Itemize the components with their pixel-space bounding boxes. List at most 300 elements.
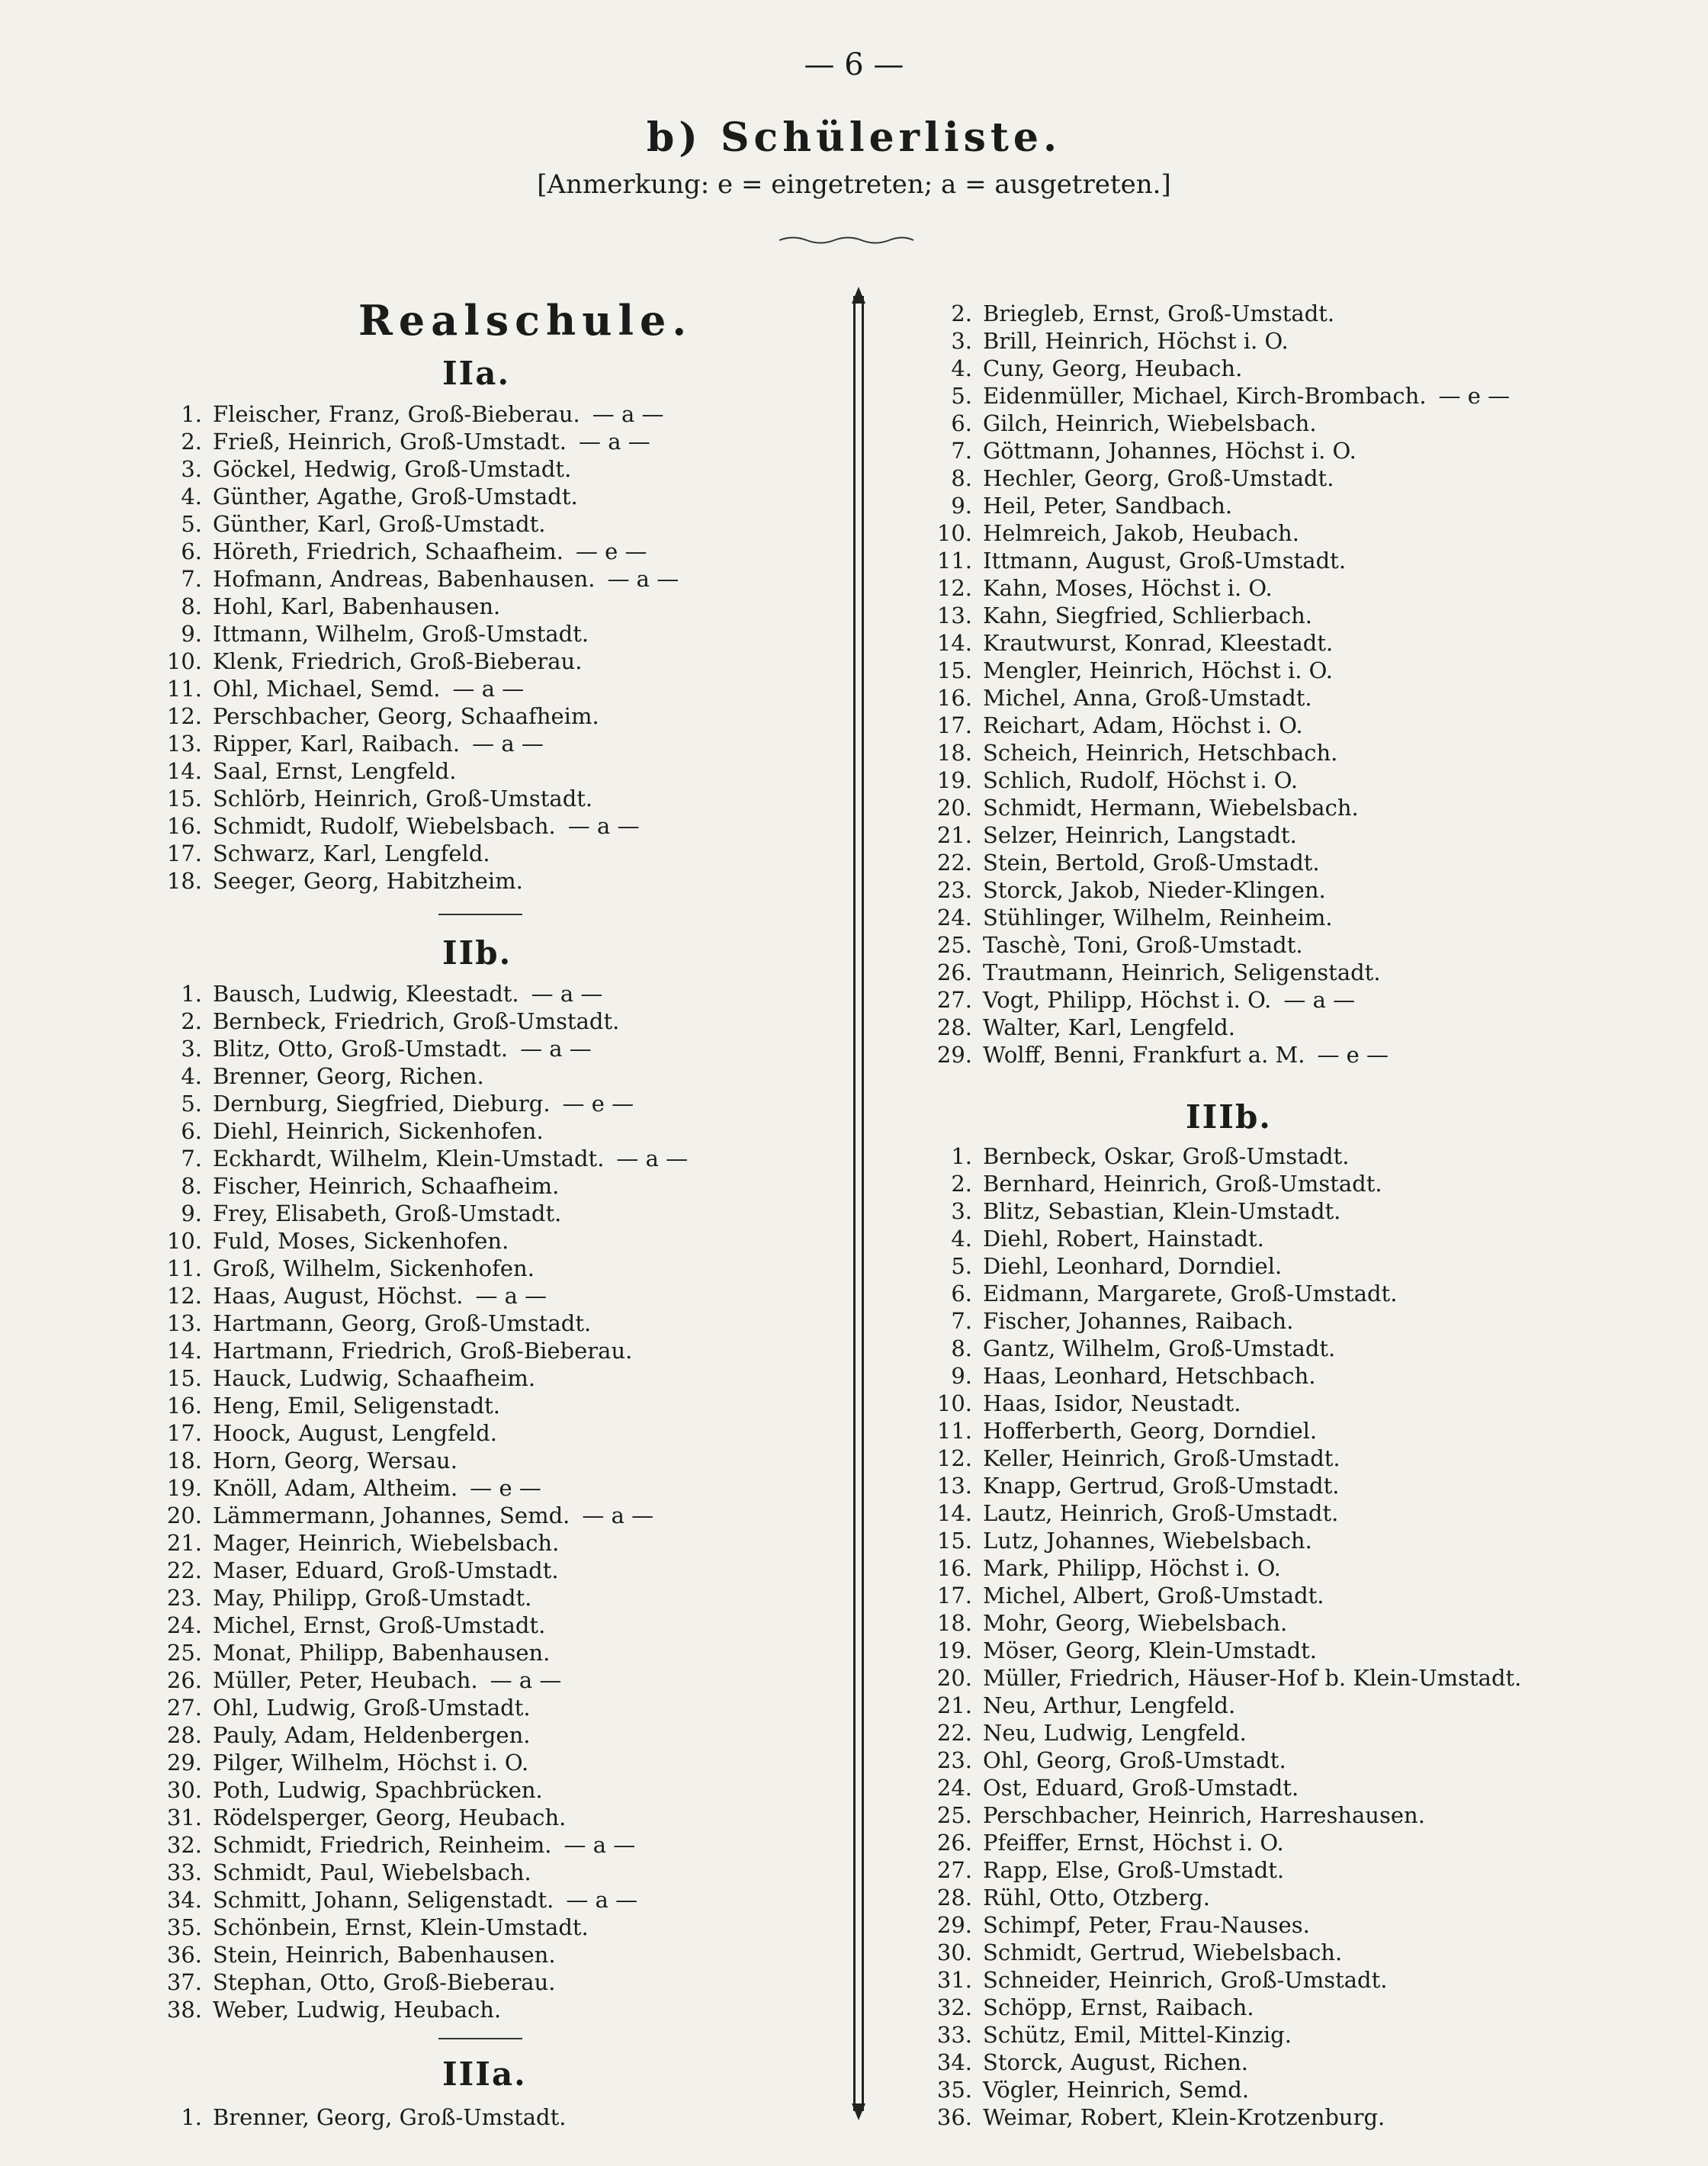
student-name: Wolff, Benni, Frankfurt a. M. — [983, 1042, 1305, 1068]
student-name: Stein, Bertold, Groß-Umstadt. — [983, 850, 1320, 876]
student-name: Hohl, Karl, Babenhausen. — [213, 593, 501, 619]
student-entry — [156, 455, 679, 483]
student-name: Hartmann, Georg, Groß-Umstadt. — [213, 1310, 592, 1336]
student-name: Schmidt, Rudolf, Wiebelsbach. — [213, 813, 556, 839]
student-name: Ripper, Karl, Raibach. — [213, 731, 461, 757]
student-name: Seeger, Georg, Habitzheim. — [213, 868, 523, 894]
student-name: Bernhard, Heinrich, Groß-Umstadt. — [983, 1171, 1382, 1197]
entry-number: 12. — [166, 703, 202, 729]
student-entry — [156, 1172, 688, 1200]
class-list-iiia — [156, 2103, 566, 2131]
status-mark: — e — — [470, 1475, 541, 1501]
entry-number: 16. — [166, 813, 202, 839]
student-name: Diehl, Leonhard, Dorndiel. — [983, 1253, 1283, 1279]
student-name: Brenner, Georg, Groß-Umstadt. — [213, 2104, 567, 2130]
student-entry — [156, 840, 679, 867]
student-entry — [156, 1804, 688, 1831]
student-entry — [156, 483, 679, 510]
student-entry — [156, 1090, 688, 1117]
student-entry — [156, 702, 679, 730]
student-entry — [156, 1776, 688, 1804]
student-name: Schmidt, Friedrich, Reinheim. — [213, 1832, 552, 1858]
student-entry — [926, 1829, 1521, 1856]
student-name: Lämmermann, Johannes, Semd. — [213, 1502, 570, 1528]
student-name: Schütz, Emil, Mittel-Kinzig. — [983, 2022, 1292, 2048]
student-name: Müller, Friedrich, Häuser-Hof b. Klein-Umstadt. — [983, 1665, 1522, 1691]
student-name: Storck, Jakob, Nieder-Klingen. — [983, 877, 1326, 903]
student-entry — [926, 1417, 1521, 1445]
entry-number: 18. — [936, 1610, 972, 1636]
entry-number: 2. — [181, 1008, 202, 1034]
student-entry — [926, 1637, 1521, 1664]
status-mark: — a — — [472, 731, 544, 757]
student-name: Ohl, Georg, Groß-Umstadt. — [983, 1747, 1286, 1773]
entry-number: 20. — [166, 1502, 202, 1528]
student-entry — [926, 931, 1510, 959]
entry-number: 23. — [166, 1585, 202, 1611]
student-entry — [156, 1694, 688, 1721]
entry-number: 25. — [936, 932, 972, 958]
student-name: Höreth, Friedrich, Schaafheim. — [213, 538, 563, 564]
entry-number: 31. — [936, 1967, 972, 1993]
entry-number: 1. — [951, 1143, 972, 1169]
student-entry — [156, 757, 679, 785]
entry-number: 17. — [166, 1420, 202, 1446]
list-title: b) Schülerliste. — [646, 114, 1062, 161]
student-entry — [156, 1557, 688, 1584]
student-name: Göckel, Hedwig, Groß-Umstadt. — [213, 456, 572, 482]
entry-number: 30. — [936, 1939, 972, 1965]
entry-number: 29. — [936, 1042, 972, 1068]
student-entry — [156, 1337, 688, 1364]
student-entry — [156, 1310, 688, 1337]
status-mark: — a — — [531, 981, 603, 1007]
student-name: Selzer, Heinrich, Langstadt. — [983, 822, 1297, 848]
student-name: Hofmann, Andreas, Babenhausen. — [213, 566, 596, 592]
page-number: — 6 — — [804, 47, 904, 82]
student-entry — [156, 1914, 688, 1941]
entry-number: 24. — [936, 905, 972, 930]
student-name: Schmidt, Hermann, Wiebelsbach. — [983, 795, 1359, 821]
student-entry — [156, 1392, 688, 1419]
entry-number: 4. — [951, 1226, 972, 1252]
entry-number: 4. — [951, 355, 972, 381]
class-list-iiib — [926, 1142, 1521, 2131]
student-name: Dernburg, Siegfried, Dieburg. — [213, 1091, 551, 1117]
student-entry — [926, 1856, 1521, 1884]
student-entry — [926, 1362, 1521, 1390]
entry-number: 8. — [951, 1335, 972, 1361]
student-name: Ohl, Ludwig, Groß-Umstadt. — [213, 1695, 531, 1721]
entry-number: 21. — [936, 822, 972, 848]
student-name: Keller, Heinrich, Groß-Umstadt. — [983, 1445, 1340, 1471]
section-rule — [438, 2038, 522, 2039]
student-name: Monat, Philipp, Babenhausen. — [213, 1640, 551, 1666]
student-entry — [926, 1966, 1521, 1994]
entry-number: 2. — [951, 1171, 972, 1197]
entry-number: 26. — [936, 959, 972, 985]
status-mark: — a — — [579, 429, 650, 455]
entry-number: 27. — [166, 1695, 202, 1721]
student-entry — [156, 812, 679, 840]
entry-number: 21. — [936, 1692, 972, 1718]
entry-number: 18. — [166, 868, 202, 894]
student-name: Ittmann, August, Groß-Umstadt. — [983, 548, 1347, 574]
entry-number: 6. — [181, 1118, 202, 1144]
student-name: Schlich, Rudolf, Höchst i. O. — [983, 767, 1299, 793]
student-entry — [926, 1041, 1510, 1069]
student-name: Weimar, Robert, Klein-Krotzenburg. — [983, 2104, 1385, 2130]
ornament-divider — [778, 235, 915, 246]
entry-number: 23. — [936, 877, 972, 903]
status-mark: — a — — [592, 401, 664, 427]
student-entry — [926, 2021, 1521, 2049]
status-mark: — a — — [582, 1502, 654, 1528]
student-name: Klenk, Friedrich, Groß-Bieberau. — [213, 648, 583, 674]
status-mark: — e — — [575, 538, 647, 564]
student-entry — [926, 1911, 1521, 1939]
entry-number: 7. — [951, 1308, 972, 1334]
entry-number: 28. — [166, 1722, 202, 1748]
entry-number: 34. — [166, 1887, 202, 1913]
student-name: Neu, Arthur, Lengfeld. — [983, 1692, 1236, 1718]
student-name: Storck, August, Richen. — [983, 2049, 1249, 2075]
entry-number: 1. — [181, 2104, 202, 2130]
student-entry — [926, 1609, 1521, 1637]
student-name: Blitz, Otto, Groß-Umstadt. — [213, 1036, 509, 1062]
student-entry — [156, 1831, 688, 1859]
student-entry — [926, 766, 1510, 794]
student-name: Fischer, Heinrich, Schaafheim. — [213, 1173, 560, 1199]
entry-number: 38. — [166, 1997, 202, 2023]
student-name: Knapp, Gertrud, Groß-Umstadt. — [983, 1473, 1340, 1499]
entry-number: 13. — [166, 1310, 202, 1336]
student-entry — [156, 1255, 688, 1282]
student-entry — [156, 1364, 688, 1392]
student-name: Scheich, Heinrich, Hetschbach. — [983, 740, 1338, 766]
student-name: Diehl, Heinrich, Sickenhofen. — [213, 1118, 544, 1144]
entry-number: 20. — [936, 1665, 972, 1691]
student-entry — [926, 712, 1510, 739]
student-name: Fleischer, Franz, Groß-Bieberau. — [213, 401, 580, 427]
student-name: Bernbeck, Oskar, Groß-Umstadt. — [983, 1143, 1350, 1169]
entry-number: 11. — [936, 1418, 972, 1444]
student-entry — [156, 1200, 688, 1227]
student-name: Hechler, Georg, Groß-Umstadt. — [983, 465, 1334, 491]
student-entry — [926, 986, 1510, 1014]
student-name: Ittmann, Wilhelm, Groß-Umstadt. — [213, 621, 589, 647]
student-entry — [156, 1227, 688, 1255]
entry-number: 36. — [936, 2104, 972, 2130]
student-name: Schmidt, Paul, Wiebelsbach. — [213, 1859, 531, 1885]
student-name: Horn, Georg, Wersau. — [213, 1448, 458, 1473]
entry-number: 10. — [936, 1390, 972, 1416]
entry-number: 2. — [951, 300, 972, 326]
entry-number: 9. — [181, 621, 202, 647]
student-entry — [156, 510, 679, 538]
student-entry — [156, 400, 679, 428]
student-entry — [926, 1307, 1521, 1335]
entry-number: 29. — [166, 1750, 202, 1776]
student-name: Lautz, Heinrich, Groß-Umstadt. — [983, 1500, 1339, 1526]
entry-number: 22. — [936, 850, 972, 876]
student-entry — [156, 1474, 688, 1502]
entry-number: 4. — [181, 1063, 202, 1089]
student-name: Bausch, Ludwig, Kleestadt. — [213, 981, 519, 1007]
entry-number: 29. — [936, 1912, 972, 1938]
student-name: Lutz, Johannes, Wiebelsbach. — [983, 1528, 1312, 1554]
student-name: Cuny, Georg, Heubach. — [983, 355, 1243, 381]
student-name: Brill, Heinrich, Höchst i. O. — [983, 328, 1289, 354]
student-entry — [156, 980, 688, 1007]
student-name: Hofferberth, Georg, Dorndiel. — [983, 1418, 1318, 1444]
student-entry — [156, 730, 679, 757]
class-list-iib — [156, 980, 688, 2023]
entry-number: 31. — [166, 1804, 202, 1830]
entry-number: 22. — [936, 1720, 972, 1746]
student-entry — [926, 602, 1510, 629]
entry-number: 6. — [951, 410, 972, 436]
status-mark: — a — — [567, 813, 640, 839]
student-entry — [926, 1664, 1521, 1692]
student-entry — [926, 2049, 1521, 2076]
student-entry — [156, 1721, 688, 1749]
student-entry — [156, 1007, 688, 1035]
entry-number: 5. — [181, 1091, 202, 1117]
student-name: Stühlinger, Wilhelm, Reinheim. — [983, 905, 1333, 930]
student-entry — [926, 657, 1510, 684]
student-entry — [926, 1719, 1521, 1747]
entry-number: 10. — [166, 1228, 202, 1254]
student-name: Perschbacher, Georg, Schaafheim. — [213, 703, 599, 729]
school-title: Realschule. — [358, 296, 693, 345]
student-name: Vogt, Philipp, Höchst i. O. — [983, 987, 1272, 1013]
student-entry — [926, 849, 1510, 876]
student-name: Brenner, Georg, Richen. — [213, 1063, 484, 1089]
student-entry — [156, 593, 679, 620]
class-heading-iiia: IIIa. — [442, 2055, 527, 2093]
entry-number: 13. — [936, 603, 972, 628]
student-name: Ost, Eduard, Groß-Umstadt. — [983, 1775, 1299, 1801]
student-name: Ohl, Michael, Semd. — [213, 676, 441, 702]
student-name: Kahn, Siegfried, Schlierbach. — [983, 603, 1312, 628]
student-entry — [156, 1996, 688, 2023]
student-entry — [156, 1062, 688, 1090]
student-name: Fuld, Moses, Sickenhofen. — [213, 1228, 509, 1254]
entry-number: 8. — [951, 465, 972, 491]
entry-number: 6. — [951, 1281, 972, 1306]
entry-number: 28. — [936, 1014, 972, 1040]
student-name: Pfeiffer, Ernst, Höchst i. O. — [983, 1830, 1284, 1856]
entry-number: 35. — [936, 2077, 972, 2103]
entry-number: 2. — [181, 429, 202, 455]
student-name: Stein, Heinrich, Babenhausen. — [213, 1942, 556, 1968]
entry-number: 15. — [166, 786, 202, 811]
class-heading-iiib: IIIb. — [1186, 1098, 1272, 1136]
student-name: Helmreich, Jakob, Heubach. — [983, 520, 1299, 546]
student-name: Weber, Ludwig, Heubach. — [213, 1997, 502, 2023]
student-name: Hauck, Ludwig, Schaafheim. — [213, 1365, 536, 1391]
student-name: Gilch, Heinrich, Wiebelsbach. — [983, 410, 1317, 436]
entry-number: 25. — [936, 1802, 972, 1828]
student-entry — [926, 492, 1510, 519]
entry-number: 37. — [166, 1969, 202, 1995]
entry-number: 17. — [166, 840, 202, 866]
student-name: Michel, Ernst, Groß-Umstadt. — [213, 1612, 546, 1638]
entry-number: 3. — [951, 328, 972, 354]
status-mark: — a — — [520, 1036, 592, 1062]
student-entry — [156, 1145, 688, 1172]
entry-number: 33. — [936, 2022, 972, 2048]
student-entry — [926, 1527, 1521, 1554]
entry-number: 27. — [936, 987, 972, 1013]
student-name: Müller, Peter, Heubach. — [213, 1667, 478, 1693]
class-list-iia — [156, 400, 679, 895]
student-entry — [156, 1749, 688, 1776]
student-name: Mark, Philipp, Höchst i. O. — [983, 1555, 1281, 1581]
student-name: Möser, Georg, Klein-Umstadt. — [983, 1637, 1318, 1663]
student-name: Rapp, Else, Groß-Umstadt. — [983, 1857, 1285, 1883]
student-name: Trautmann, Heinrich, Seligenstadt. — [983, 959, 1381, 985]
student-entry — [156, 1447, 688, 1474]
student-name: Rödelsperger, Georg, Heubach. — [213, 1804, 567, 1830]
student-name: Frey, Elisabeth, Groß-Umstadt. — [213, 1200, 562, 1226]
entry-number: 14. — [166, 1338, 202, 1364]
student-entry — [926, 1582, 1521, 1609]
student-name: Poth, Ludwig, Spachbrücken. — [213, 1777, 543, 1803]
entry-number: 5. — [181, 511, 202, 537]
status-mark: — a — — [475, 1283, 547, 1309]
student-name: Frieß, Heinrich, Groß-Umstadt. — [213, 429, 567, 455]
student-name: Schwarz, Karl, Lengfeld. — [213, 840, 490, 866]
entry-number: 27. — [936, 1857, 972, 1883]
student-entry — [926, 904, 1510, 931]
entry-number: 12. — [166, 1283, 202, 1309]
student-entry — [926, 547, 1510, 574]
entry-number: 17. — [936, 712, 972, 738]
entry-number: 7. — [181, 1146, 202, 1171]
student-entry — [926, 300, 1510, 327]
entry-number: 24. — [166, 1612, 202, 1638]
status-mark: — a — — [1283, 987, 1356, 1013]
student-entry — [926, 1801, 1521, 1829]
entry-number: 24. — [936, 1775, 972, 1801]
student-name: Schönbein, Ernst, Klein-Umstadt. — [213, 1914, 589, 1940]
entry-number: 9. — [951, 493, 972, 519]
student-entry — [926, 1747, 1521, 1774]
student-name: Günther, Karl, Groß-Umstadt. — [213, 511, 546, 537]
student-entry — [926, 1252, 1521, 1280]
student-entry — [156, 1941, 688, 1968]
student-name: Neu, Ludwig, Lengfeld. — [983, 1720, 1247, 1746]
section-rule — [438, 914, 522, 915]
entry-number: 33. — [166, 1859, 202, 1885]
entry-number: 36. — [166, 1942, 202, 1968]
class-heading-iib: IIb. — [442, 934, 512, 972]
student-entry — [156, 1117, 688, 1145]
student-name: Pauly, Adam, Heldenbergen. — [213, 1722, 531, 1748]
entry-number: 4. — [181, 484, 202, 509]
entry-number: 30. — [166, 1777, 202, 1803]
student-name: Gantz, Wilhelm, Groß-Umstadt. — [983, 1335, 1336, 1361]
student-entry — [926, 1170, 1521, 1197]
student-entry — [926, 1014, 1510, 1041]
entry-number: 13. — [166, 731, 202, 757]
student-entry — [156, 867, 679, 895]
entry-number: 19. — [936, 767, 972, 793]
student-name: Knöll, Adam, Altheim. — [213, 1475, 458, 1501]
entry-number: 35. — [166, 1914, 202, 1940]
student-name: Haas, August, Höchst. — [213, 1283, 464, 1309]
student-entry — [156, 1666, 688, 1694]
status-mark: — e — — [562, 1091, 634, 1117]
student-name: Fischer, Johannes, Raibach. — [983, 1308, 1294, 1334]
entry-number: 26. — [166, 1667, 202, 1693]
student-entry — [926, 1225, 1521, 1252]
entry-number: 12. — [936, 575, 972, 601]
student-name: Maser, Eduard, Groß-Umstadt. — [213, 1557, 559, 1583]
student-name: Krautwurst, Konrad, Kleestadt. — [983, 630, 1334, 656]
entry-number: 3. — [181, 1036, 202, 1062]
student-entry — [156, 675, 679, 702]
entry-number: 19. — [166, 1475, 202, 1501]
student-name: Schlörb, Heinrich, Groß-Umstadt. — [213, 786, 593, 811]
student-name: Saal, Ernst, Lengfeld. — [213, 758, 457, 784]
student-entry — [926, 1445, 1521, 1472]
divider-bottom-ornament — [850, 2103, 867, 2120]
entry-number: 25. — [166, 1640, 202, 1666]
student-entry — [926, 876, 1510, 904]
entry-number: 11. — [936, 548, 972, 574]
student-entry — [926, 684, 1510, 712]
entry-number: 14. — [166, 758, 202, 784]
student-entry — [156, 565, 679, 593]
student-name: Kahn, Moses, Höchst i. O. — [983, 575, 1273, 601]
entry-number: 10. — [936, 520, 972, 546]
entry-number: 3. — [181, 456, 202, 482]
student-entry — [926, 355, 1510, 382]
student-name: Briegleb, Ernst, Groß-Umstadt. — [983, 300, 1335, 326]
entry-number: 6. — [181, 538, 202, 564]
student-name: Bernbeck, Friedrich, Groß-Umstadt. — [213, 1008, 620, 1034]
status-mark: — a — — [490, 1667, 562, 1693]
entry-number: 22. — [166, 1557, 202, 1583]
entry-number: 9. — [181, 1200, 202, 1226]
entry-number: 28. — [936, 1885, 972, 1911]
student-name: Eckhardt, Wilhelm, Klein-Umstadt. — [213, 1146, 605, 1171]
student-name: Schneider, Heinrich, Groß-Umstadt. — [983, 1967, 1388, 1993]
student-entry — [156, 620, 679, 648]
student-entry — [926, 1197, 1521, 1225]
student-name: Mohr, Georg, Wiebelsbach. — [983, 1610, 1288, 1636]
entry-number: 32. — [166, 1832, 202, 1858]
student-entry — [156, 785, 679, 812]
student-name: Haas, Leonhard, Hetschbach. — [983, 1363, 1316, 1389]
entry-number: 7. — [951, 438, 972, 464]
entry-number: 8. — [181, 593, 202, 619]
student-name: Rühl, Otto, Otzberg. — [983, 1885, 1210, 1911]
student-name: Schmidt, Gertrud, Wiebelsbach. — [983, 1939, 1343, 1965]
entry-number: 21. — [166, 1530, 202, 1556]
student-name: Schimpf, Peter, Frau-Nauses. — [983, 1912, 1310, 1938]
student-entry — [926, 1939, 1521, 1966]
column-divider — [853, 296, 864, 2111]
student-entry — [156, 1584, 688, 1612]
student-name: Schmitt, Johann, Seligenstadt. — [213, 1887, 554, 1913]
student-entry — [926, 629, 1510, 657]
student-entry — [156, 1968, 688, 1996]
entry-number: 16. — [936, 685, 972, 711]
